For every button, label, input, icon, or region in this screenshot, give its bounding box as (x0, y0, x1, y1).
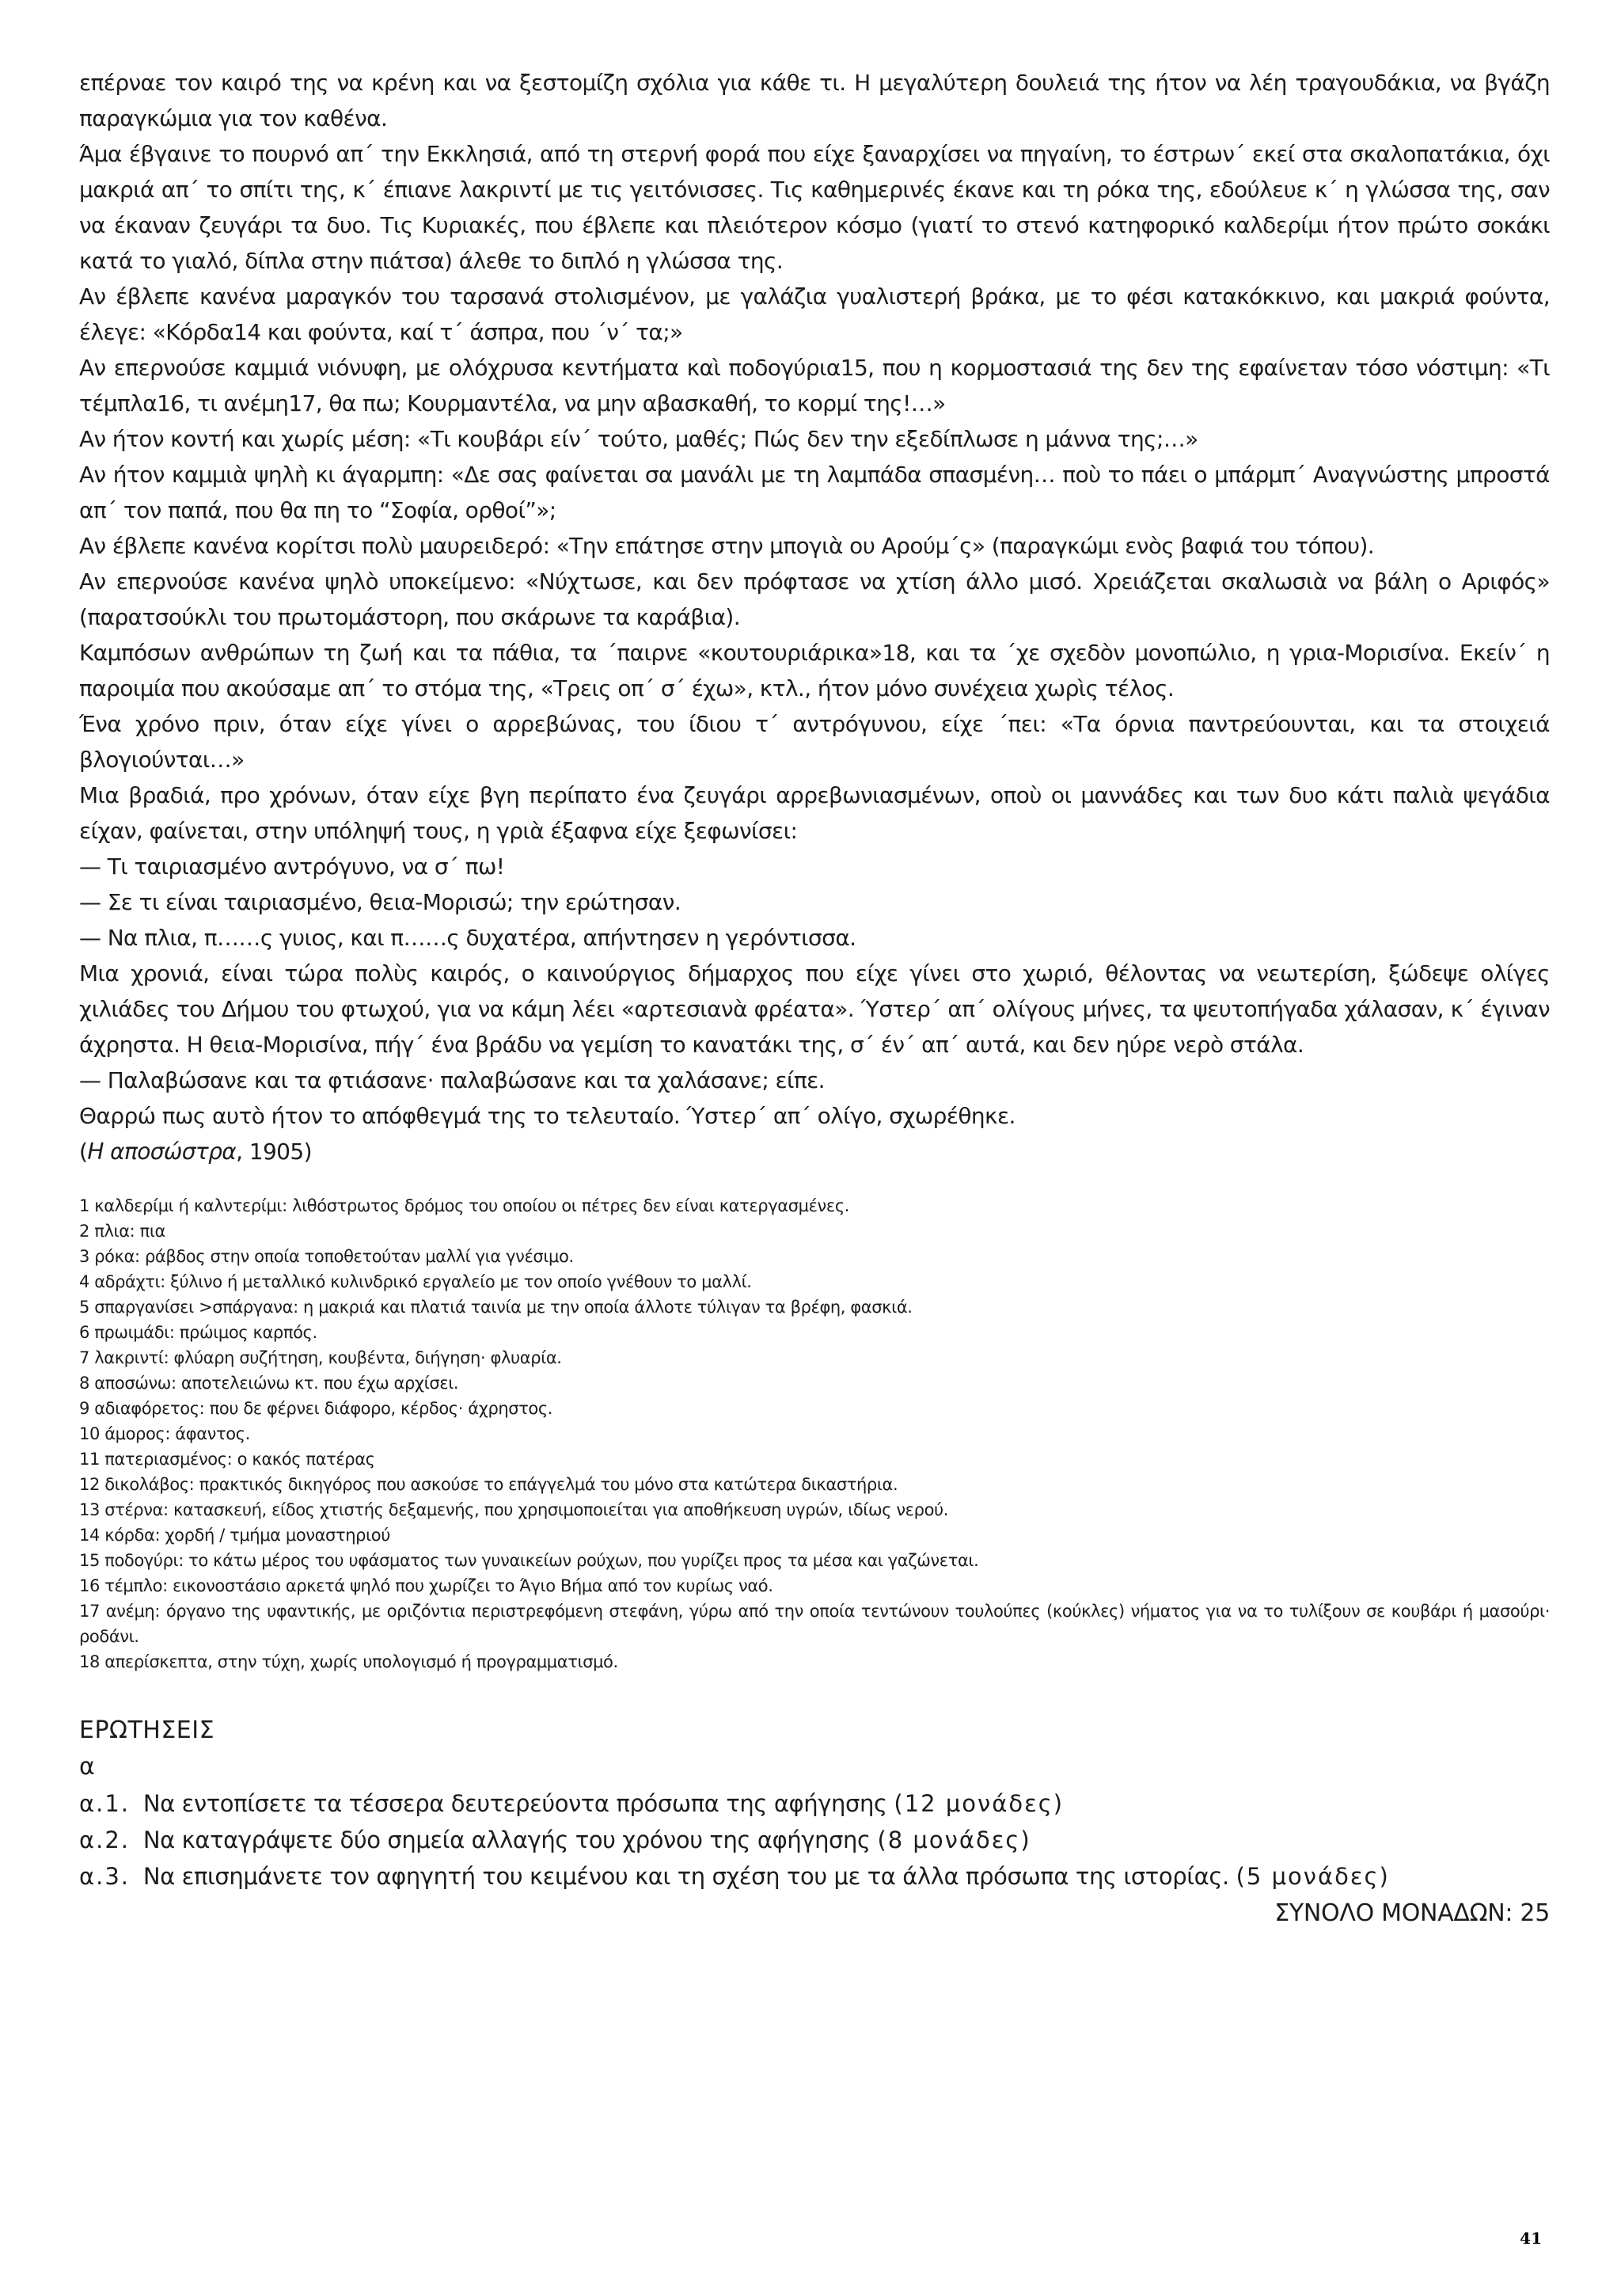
dialogue-line: — Να πλια, π……ς γυιος, και π……ς δυχατέρα, απήντησεν η γερόντισσα. (79, 925, 856, 951)
footnote: 14 κόρδα: χορδή / τμήμα μοναστηριού (79, 1526, 390, 1545)
story-text (79, 65, 1550, 1169)
paragraph: Αν ήτον κοντή και χωρίς μέση: «Τι κουβάρι είν΄ τούτο, μαθές; Πώς δεν την εξεδίπλωσε η μάννα της;…» (79, 426, 1198, 452)
footnote: 13 στέρνα: κατασκευή, είδος χτιστής δεξαμενής, που χρησιμοποιείται για αποθήκευση υγρών, ιδίως νερού. (79, 1500, 949, 1519)
question-points: (5 μονάδες) (1236, 1863, 1390, 1890)
paragraph: Αν έβλεπε κανένα κορίτσι πολὺ μαυρειδερό: «Την επάτησε στην μπογιὰ ου Αρούμ΄ς» (παραγκώμι ενὸς βαφιά του τόπου). (79, 533, 1375, 559)
footnotes (79, 1193, 1550, 1674)
paragraph: Μια βραδιά, προ χρόνων, όταν είχε βγη περίπατο ένα ζευγάρι αρρεβωνιασμένων, οποὺ οι μαννάδες και των δυο κάτι παλιὰ ψεγάδια είχαν, φαίνεται, στην υπόληψή τους, η γριὰ έξαφνα είχε ξεφωνίσει: (79, 782, 1550, 844)
page-number: 41 (1520, 2229, 1542, 2248)
source-year: , 1905) (236, 1138, 312, 1165)
source-open: ( (79, 1138, 88, 1165)
paragraph: Αν επερνούσε καμμιά νιόνυφη, με ολόχρυσα κεντήματα καὶ ποδογύρια15, που η κορμοστασιά της δεν της εφαίνεταν τόσο νόστιμη: «Τι τέμπλα16, τι ανέμη17, θα πω; Κουρμαντέλα, να μην αβασκαθή, το κορμί της!…» (79, 355, 1550, 416)
dialogue-line: — Παλαβώσανε και τα φτιάσανε· παλαβώσανε και τα χαλάσανε; είπε. (79, 1067, 825, 1093)
question-text: Να εντοπίσετε τα τέσσερα δευτερεύοντα πρόσωπα της αφήγησης (142, 1790, 887, 1817)
question-number: α.3. (79, 1863, 131, 1890)
paragraph: Αν επερνούσε κανένα ψηλὸ υποκείμενο: «Νύχτωσε, και δεν πρόφτασε να χτίση άλλο μισό. Χρειάζεται σκαλωσιὰ να βάλη ο Αριφός» (παρατσούκλι του πρωτομάστορη, που σκάρωνε τα καράβια). (79, 568, 1550, 630)
question-number: α.1. (79, 1790, 131, 1817)
dialogue-line: — Τι ταιριασμένο αντρόγυνο, να σ΄ πω! (79, 853, 505, 880)
question-text: Να καταγράψετε δύο σημεία αλλαγής του χρόνου της αφήγησης (142, 1827, 871, 1853)
paragraph: επέρναε τον καιρό της να κρένη και να ξεστομίζη σχόλια για κάθε τι. Η μεγαλύτερη δουλειά της ήτον να λέη τραγουδάκια, να βγάζη παραγκώμια για τον καθένα. (79, 70, 1550, 131)
footnote: 16 τέμπλο: εικονοστάσιο αρκετά ψηλό που χωρίζει το Άγιο Βήμα από τον κυρίως ναό. (79, 1576, 773, 1595)
question-item (79, 1858, 1550, 1895)
footnote: 17 ανέμη: όργανο της υφαντικής, με οριζόντια περιστρεφόμενη στεφάνη, γύρω από την οποία τεντώνουν τουλούπες (κούκλες) νήματος για να το τυλίξουν σε κουβάρι ή μασούρι· ροδάνι. (79, 1602, 1550, 1646)
paragraph: Θαρρώ πως αυτὸ ήτον το απόφθεγμά της το τελευταίο. Ύστερ΄ απ΄ ολίγο, σχωρέθηκε. (79, 1103, 1015, 1129)
footnote: 7 λακριντί: φλύαρη συζήτηση, κουβέντα, διήγηση· φλυαρία. (79, 1348, 562, 1367)
footnote: 12 δικολάβος: πρακτικός δικηγόρος που ασκούσε το επάγγελμά του μόνο στα κατώτερα δικαστήρια. (79, 1475, 898, 1494)
question-item (79, 1785, 1550, 1822)
footnote: 18 απερίσκεπτα, στην τύχη, χωρίς υπολογισμό ή προγραμματισμό. (79, 1652, 618, 1671)
footnote: 5 σπαργανίσει >σπάργανα: η μακριά και πλατιά ταινία με την οποία άλλοτε τύλιγαν τα βρέφη, φασκιά. (79, 1298, 913, 1317)
footnote: 1 καλδερίμι ή καλντερίμι: λιθόστρωτος δρόμος του οποίου οι πέτρες δεν είναι κατεργασμένες. (79, 1196, 850, 1215)
dialogue-line: — Σε τι είναι ταιριασμένο, θεια-Μορισώ; την ερώτησαν. (79, 889, 681, 915)
question-item (79, 1822, 1550, 1858)
paragraph: Άμα έβγαινε το πουρνό απ΄ την Εκκλησιά, από τη στερνή φορά που είχε ξαναρχίσει να πηγαίνη, το έστρων΄ εκεί στα σκαλοπατάκια, όχι μακριά απ΄ το σπίτι της, κ΄ έπιανε λακριντί με τις γειτόνισσες. Τις καθημερινές έκανε και τη ρόκα της, εδούλευε κ΄ η γλώσσα της, σαν να έκαναν ζευγάρι τα δυο. Τις Κυριακές, που έβλεπε και πλειότερον κόσμο (γιατί το στενό κατηφορικό καλδερίμι ήτον πρώτο σοκάκι κατά το γιαλό, δίπλα στην πιάτσα) άλεθε το διπλό η γλώσσα της. (79, 141, 1550, 274)
paragraph: Καμπόσων ανθρώπων τη ζωή και τα πάθια, τα ΄παιρνε «κουτουριάρικα»18, και τα ΄χε σχεδὸν μονοπώλιο, η γρια-Μορισίνα. Εκείν΄ η παροιμία που ακούσαμε απ΄ το στόμα της, «Τρεις οπ΄ σ΄ έχω», κτλ., ήτον μόνο συνέχεια χωρὶς τέλος. (79, 640, 1550, 701)
questions-heading: ΕΡΩΤΗΣΕΙΣ (79, 1716, 215, 1744)
source-title: Η αποσώστρα (87, 1138, 237, 1165)
footnote: 8 αποσώνω: αποτελειώνω κτ. που έχω αρχίσει. (79, 1374, 459, 1393)
question-text: Να επισημάνετε τον αφηγητή του κειμένου και τη σχέση του με τα άλλα πρόσωπα της ιστορίας. (142, 1863, 1229, 1890)
footnote: 3 ρόκα: ράβδος στην οποία τοποθετούταν μαλλί για γνέσιμο. (79, 1247, 574, 1266)
question-number: α.2. (79, 1827, 131, 1853)
footnote: 10 άμορος: άφαντος. (79, 1424, 250, 1443)
total-points: ΣΥΝΟΛΟ ΜΟΝΑΔΩΝ: 25 (1274, 1899, 1550, 1927)
questions-section (79, 1712, 1550, 1933)
paragraph: Μια χρονιά, είναι τώρα πολὺς καιρός, ο καινούργιος δήμαρχος που είχε γίνει στο χωριό, θέλοντας να νεωτερίση, ξώδεψε ολίγες χιλιάδες του Δήμου του φτωχού, για να κάμη λέει «αρτεσιανὰ φρέατα». Ύστερ΄ απ΄ ολίγους μήνες, τα ψευτοπήγαδα χάλασαν, κ΄ έγιναν άχρηστα. Η θεια-Μορισίνα, πήγ΄ ένα βράδυ να γεμίση το κανατάκι της, σ΄ έν΄ απ΄ αυτά, και δεν ηύρε νερὸ στάλα. (79, 960, 1550, 1058)
question-group-label: α (79, 1753, 95, 1781)
footnote: 4 αδράχτι: ξύλινο ή μεταλλικό κυλινδρικό εργαλείο με τον οποίο γνέθουν το μαλλί. (79, 1272, 752, 1291)
paragraph: Αν ήτον καμμιὰ ψηλὴ κι άγαρμπη: «Δε σας φαίνεται σα μανάλι με τη λαμπάδα σπασμένη… ποὺ το πάει ο μπάρμπ΄ Αναγνώστης μπροστά απ΄ τον παπά, που θα πη το “Σοφία, ορθοί”»; (79, 462, 1550, 523)
footnote: 9 αδιαφόρετος: που δε φέρνει διάφορο, κέρδος· άχρηστος. (79, 1399, 553, 1418)
footnote: 11 πατεριασμένος: ο κακός πατέρας (79, 1450, 375, 1469)
document-page (79, 65, 1550, 1933)
question-points: (8 μονάδες) (877, 1827, 1031, 1853)
footnote: 2 πλια: πια (79, 1222, 165, 1241)
source-citation (79, 1134, 1550, 1169)
paragraph: Ένα χρόνο πριν, όταν είχε γίνει ο αρρεβώνας, του ίδιου τ΄ αντρόγυνου, είχε ΄πει: «Τα όρνια παντρεύουνται, και τα στοιχειά βλογιούνται…» (79, 711, 1550, 773)
paragraph: Αν έβλεπε κανένα μαραγκόν του ταρσανά στολισμένον, με γαλάζια γυαλιστερή βράκα, με το φέσι κατακόκκινο, και μακριά φούντα, έλεγε: «Κόρδα14 και φούντα, καί τ΄ άσπρα, που ΄ν΄ τα;» (79, 283, 1550, 345)
footnote: 6 πρωιμάδι: πρώιμος καρπός. (79, 1323, 317, 1342)
question-points: (12 μονάδες) (894, 1790, 1065, 1817)
footnote: 15 ποδογύρι: το κάτω μέρος του υφάσματος των γυναικείων ρούχων, που γυρίζει προς τα μέσα και γαζώνεται. (79, 1551, 979, 1570)
